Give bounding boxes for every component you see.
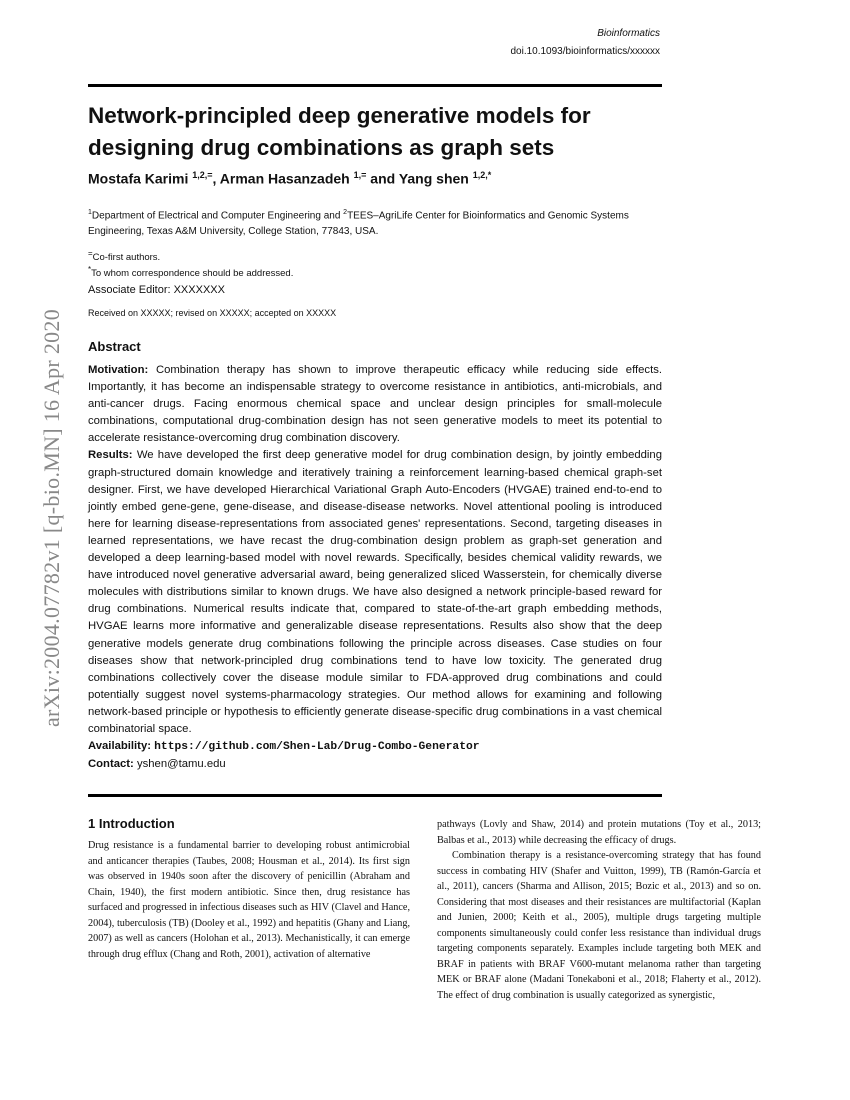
received-dates: Received on XXXXX; revised on XXXXX; accepted on XXXXX xyxy=(88,308,337,318)
intro-paragraph: Combination therapy is a resistance-overcoming strategy that has found success in combating HIV (Shafer and Vuitton, 1999), TB (Ramón-García et al., 2011), cancers (Sharma and Allison, 2015; Bozic et al., 2013) and so on. Considering that most diseases and their resistances are multifactorial (Kaplan and Junien, 2000; Keith et al., 2005), multiple drugs targeting multiple components simultaneously could confer less resistance than individual drugs targeting components separately. Examples include targeting both MEK and BRAF in patients with BRAF V600-mutant melanoma rather than targeting MEK or BRAF alone (Madani Tonekaboni et al., 2018; Flaherty et al., 2012). The effect of drug combination is usually categorized as synergistic, xyxy=(437,850,761,1001)
doi: doi.10.1093/bioinformatics/xxxxxx xyxy=(510,46,660,57)
note-mark: * xyxy=(88,265,92,274)
author-separator: and xyxy=(366,170,399,187)
correspondence-note xyxy=(88,265,293,279)
author-name: Arman Hasanzadeh xyxy=(219,170,350,187)
section-rule xyxy=(88,794,662,797)
note-text: Co-first authors. xyxy=(92,252,161,264)
author-affil-mark: 1,= xyxy=(353,170,367,180)
affil-mark: 1 xyxy=(88,209,92,216)
contact-email[interactable]: yshen@tamu.edu xyxy=(136,758,226,771)
affil-mark: 2 xyxy=(343,209,348,216)
abstract-heading: Abstract xyxy=(88,339,141,354)
intro-left-column: Drug resistance is a fundamental barrier to developing robust antimicrobial and anticancer therapies (Taubes, 2008; Housman et al., 2014). Its first sign was observed in 1940s soon after the discovery of penicillin (Abraham and Chain, 1940), the first modern antibiotic. Since then, drug resistance has surfaced and progressed in infectious diseases such as HIV (Clavel and Hance, 2004), tuberculosis (TB) (Dooley et al., 1992) and hepatitis (Ghany and Liang, 2007) as well as cancers (Holohan et al., 2013). Mechanistically, it can emerge through drug efflux (Chang and Roth, 2001), activation of alternative xyxy=(88,840,410,960)
header-rule xyxy=(88,84,662,87)
motivation-text: Combination therapy has shown to improve therapeutic efficacy while reducing side effects. Importantly, it has become an indispensable strategy to overcome resistance in antibiotics, anti-microbials, and anti-cancer drugs. Facing enormous chemical space and unclear design principles for small-molecule combinations, computational drug-combination design has not seen generative models to meet its potential to accelerate resistance-overcoming drug combination discovery. xyxy=(88,364,662,445)
intro-right-column xyxy=(437,817,761,1003)
abstract-body xyxy=(88,362,662,773)
affil-text: Department of Electrical and Computer Engineering and xyxy=(91,210,344,222)
abstract-availability xyxy=(88,738,662,756)
results-text: We have developed the first deep generative model for drug combination design, by jointly embedding graph-structured domain knowledge and iteratively training a reinforcement learning-based chemical graph-set designer. First, we have developed Hierarchical Variational Graph Auto-Encoders (HVGAE) trained end-to-end to jointly embed gene-gene, gene-disease, and disease-disease networks. Novel attentional pooling is introduced here for learning disease-representations from associated genes' representations. Second, targeting diseases in learned representations, we have recast the drug-combination design problem as graph-set generation and developed a deep learning-based model with novel rewards. Specifically, besides chemical validity rewards, we have introduced novel generative adversarial award, being generalized sliced Wasserstein, for chemically diverse molecules with distributions similar to known drugs. We have also designed a network principle-based reward for drug combinations. Numerical results indicate that, compared to state-of-the-art graph embedding methods, HVGAE learns more informative and generalizable disease representations. Results also show that the deep generative models generate drug combinations following the principle across diseases. Case studies on four diseases show that network-principled drug combinations tend to have low toxicity. The generated drug combinations collectively cover the disease module similar to FDA-approved drug combinations and could potentially suggest novel systems-pharmacology strategies. Our method allows for examining and following network-based principle or hypothesis to efficiently generate disease-specific drug combinations in a vast chemical combinatorial space. xyxy=(88,449,662,735)
note-text: To whom correspondence should be addressed. xyxy=(91,268,294,280)
abstract-results xyxy=(88,447,662,738)
motivation-label: Motivation: xyxy=(88,364,149,376)
availability-label: Availability: xyxy=(88,740,151,753)
cofirst-note xyxy=(88,249,160,263)
contact-label: Contact: xyxy=(88,758,134,771)
associate-editor: Associate Editor: XXXXXXX xyxy=(88,284,225,296)
note-mark: = xyxy=(88,249,93,258)
abstract-contact xyxy=(88,756,662,773)
results-label: Results: xyxy=(88,449,133,462)
affiliations xyxy=(88,205,663,240)
author-separator: , xyxy=(212,170,220,187)
author-affil-mark: 1,2,* xyxy=(472,170,492,180)
arxiv-side-stamp: arXiv:2004.07782v1 [q-bio.MN] 16 Apr 2020 xyxy=(39,308,64,728)
abstract-motivation xyxy=(88,362,662,447)
intro-paragraph: pathways (Lovly and Shaw, 2014) and protein mutations (Toy et al., 2013; Balbas et al., 2013) while decreasing the efficacy of drugs. xyxy=(437,819,761,846)
availability-link[interactable]: https://github.com/Shen-Lab/Drug-Combo-Generator xyxy=(154,741,480,754)
affil-text: TEES–AgriLife Center for Bioinformatics and Genomic Systems Engineering, Texas A&M University, College Station, 77843, USA. xyxy=(88,210,629,238)
author-name: Mostafa Karimi xyxy=(88,170,189,187)
paper-title: Network-principled deep generative models for designing drug combinations as graph sets xyxy=(88,103,591,160)
author-affil-mark: 1,2,= xyxy=(192,170,213,180)
author-name: Yang shen xyxy=(398,170,469,187)
journal-name: Bioinformatics xyxy=(597,28,660,39)
intro-heading: 1 Introduction xyxy=(88,816,175,831)
author-list xyxy=(88,170,491,187)
